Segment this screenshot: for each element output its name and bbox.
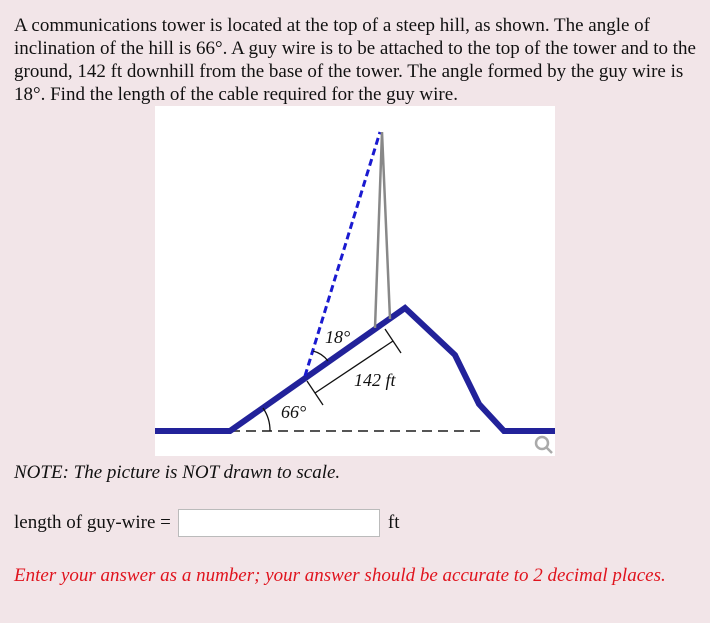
answer-unit: ft: [387, 512, 400, 533]
distance-label: 142 ft: [354, 370, 396, 390]
dimension-tick: [307, 381, 323, 405]
angle-hill-label: 66°: [281, 402, 307, 422]
diagram: [155, 106, 555, 456]
question-text: A communications tower is located at the top of a steep hill, as shown. The angle of inclination of the hill is 66°. A guy wire is to be attached to the top of the tower and to the ground, 142 ft downhill from the base of the tower. The angle formed by the guy wire is 18°. Find the length of the cable required for the guy wire.: [14, 15, 696, 105]
tower: [375, 132, 390, 328]
angle-arc-hill: [263, 408, 270, 431]
zoom-icon[interactable]: [536, 437, 552, 453]
answer-input[interactable]: [178, 509, 380, 537]
dimension-tick: [385, 329, 401, 353]
answer-label: length of guy-wire =: [14, 512, 171, 533]
angle-wire-label: 18°: [325, 327, 351, 347]
answer-row: [14, 509, 399, 537]
angle-arc-wire: [313, 351, 328, 361]
note: NOTE: The picture is NOT drawn to scale.: [14, 462, 341, 483]
hint-text: Enter your answer as a number; your answer should be accurate to 2 decimal places.: [14, 565, 666, 586]
